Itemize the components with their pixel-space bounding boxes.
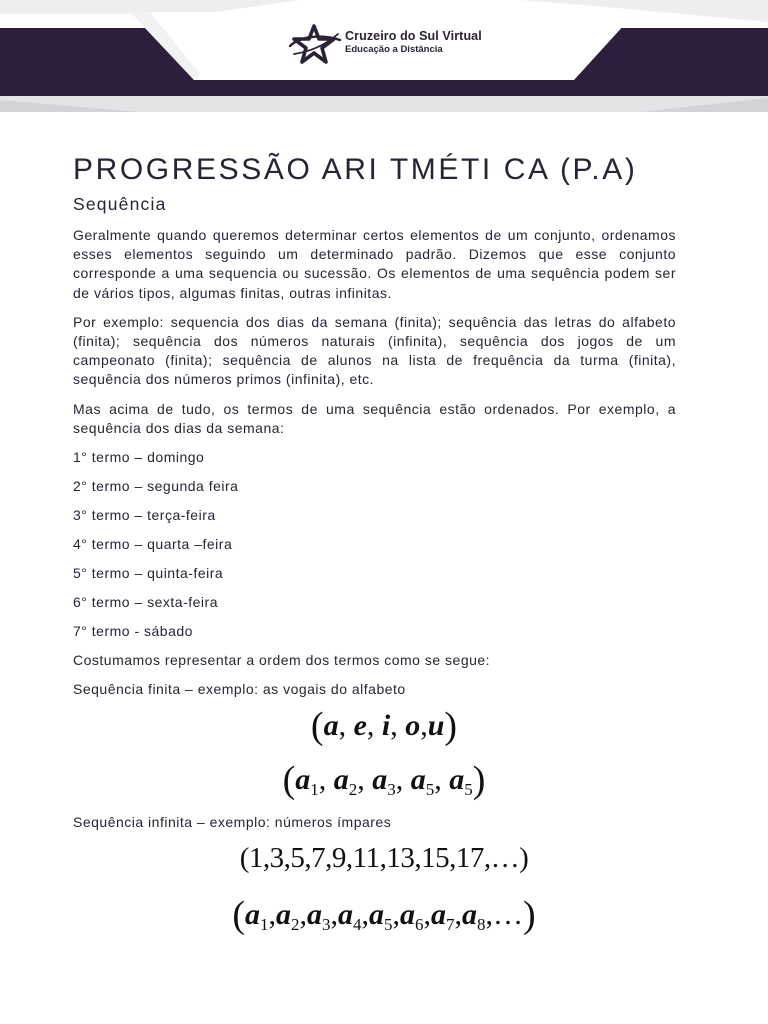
list-item: 6° termo – sexta-feira <box>73 594 218 611</box>
formula-finite-terms: ($a_1$, $a_2$, $a_3$, $a_5$, $a_5$) <box>282 759 486 801</box>
brand-logo[interactable] <box>288 24 488 68</box>
brand-subtitle: Educação a Distância <box>345 44 443 55</box>
formula-vowels: (a, e, i, o,u) <box>310 705 458 747</box>
representation-intro: Costumamos representar a ordem dos termos como se segue: <box>73 652 491 669</box>
weekday-terms-list <box>73 448 676 651</box>
list-item: 4° termo – quarta –feira <box>73 536 233 553</box>
list-item: 7° termo - sábado <box>73 623 193 640</box>
page-header <box>0 0 768 112</box>
document-title: PROGRESSÃO ARI TMÉTI CA (P.A) <box>73 153 638 186</box>
paragraph-ordering: Mas acima de tudo, os termos de uma sequência estão ordenados. Por exemplo, a sequência dos dias da semana: <box>73 400 676 436</box>
formula-infinite-terms: $(a_1,a_2,a_3,a_4,a_5,a_6,a_7,a_8,\dots)$ <box>232 894 536 936</box>
paragraph-examples: Por exemplo: sequencia dos dias da semana (finita); sequência das letras do alfabeto (finita); sequência dos números naturais (infinita), sequência dos jogos de um campeonato (finita); sequência de alunos na lista de frequência da turma (finita), sequência dos números primos (infinita), etc. <box>73 313 676 388</box>
list-item: 3° termo – terça-feira <box>73 507 216 524</box>
formula-odd-numbers: (1,3,5,7,9,11,13,15,17,…) <box>239 842 529 874</box>
list-item: 2° termo – segunda feira <box>73 478 239 495</box>
paragraph-intro: Geralmente quando queremos determinar certos elementos de um conjunto, ordenamos esses elementos seguindo um determinado padrão. Dizemos que esse conjunto corresponde a uma sequencia ou sucessão. Os elementos de uma sequência podem ser de vários tipos, algumas finitas, outras infinitas. <box>73 227 676 301</box>
infinite-example-label: Sequência infinita – exemplo: números ímpares <box>73 814 392 830</box>
list-item: 1° termo – domingo <box>73 449 205 466</box>
section-heading: Sequência <box>73 194 167 214</box>
star-swirl-icon <box>288 24 344 68</box>
document-content <box>73 150 676 699</box>
list-item: 5° termo – quinta-feira <box>73 565 224 582</box>
brand-name: Cruzeiro do Sul Virtual <box>345 29 482 43</box>
finite-example-label: Sequência finita – exemplo: as vogais do alfabeto <box>73 681 406 698</box>
